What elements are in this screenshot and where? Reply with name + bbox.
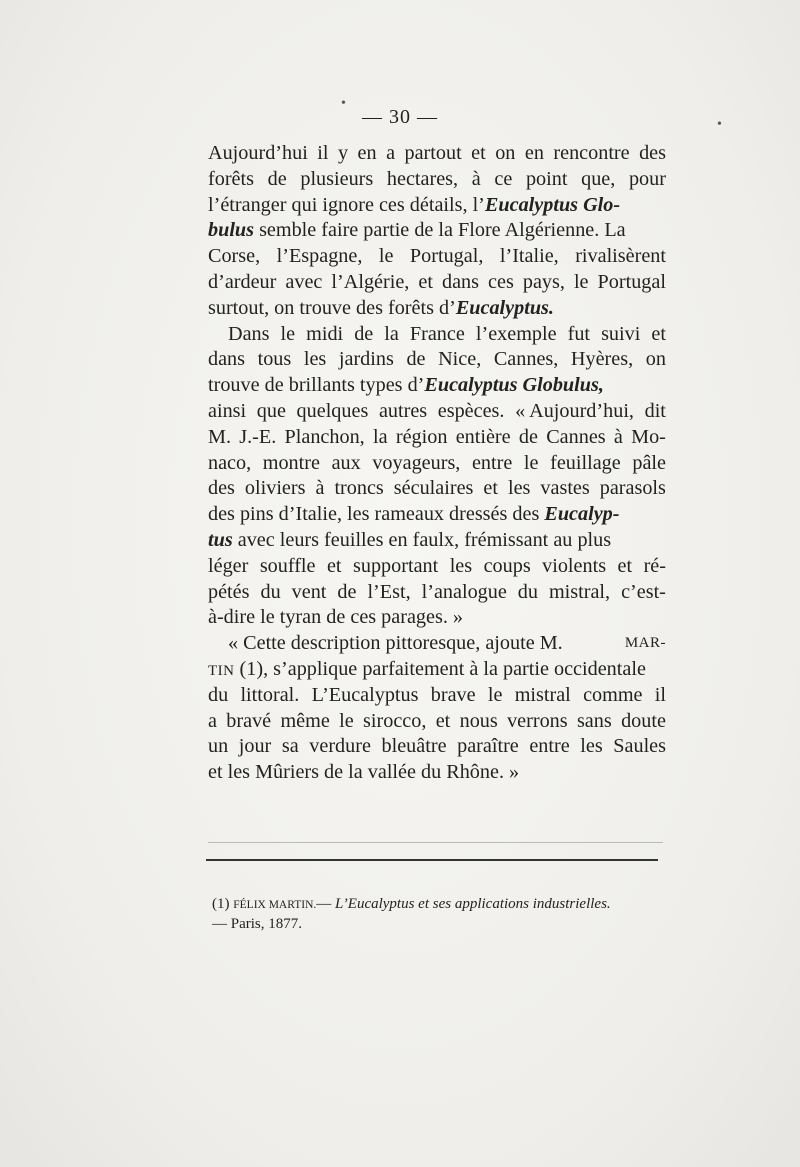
word: les (580, 735, 603, 758)
text-line (208, 605, 666, 631)
word: M. (208, 425, 231, 448)
text-line (208, 451, 666, 477)
word: dans (208, 348, 246, 371)
word: J.-E. (239, 425, 277, 448)
section-divider (208, 842, 663, 843)
word: dans (441, 270, 479, 293)
word: Planchon, (284, 425, 365, 448)
word: l’analogue (421, 580, 507, 603)
word: ces (488, 270, 514, 293)
word: de (337, 580, 357, 603)
text-line (208, 399, 666, 425)
word: d’ardeur (208, 270, 277, 293)
text-line (208, 193, 666, 219)
word: Hyères, (570, 348, 634, 371)
word: plusieurs (300, 167, 374, 190)
word: Dans (228, 322, 270, 345)
word: littoral. (240, 683, 300, 706)
word: Portugal (597, 270, 666, 293)
small-caps-name: MAR- (624, 635, 666, 652)
text-run: (1), s’applique parfaitement à la partie occidentale (234, 657, 646, 680)
word: ré- (643, 554, 666, 577)
word: Corse, (208, 245, 261, 268)
word: de (267, 167, 287, 190)
ink-speck: • (341, 96, 346, 111)
word: léger (208, 554, 249, 577)
word: nous (459, 709, 498, 732)
text-run: trouve de brillants types d’ (208, 374, 425, 397)
word: tous (257, 348, 292, 371)
text-line (208, 347, 666, 373)
word: Cannes (546, 425, 606, 448)
text-line (208, 657, 666, 683)
word: mistral, (548, 580, 611, 603)
word: mistral (514, 683, 571, 706)
word: bravé (226, 709, 272, 732)
word: en (524, 142, 544, 164)
word: France (409, 322, 465, 345)
page-number: — 30 — (362, 106, 438, 128)
ink-speck: • (717, 117, 722, 132)
word: et (617, 554, 633, 577)
word: troncs (334, 477, 384, 500)
word: en (357, 142, 377, 164)
word: entière (455, 425, 511, 448)
word: pour (628, 167, 666, 190)
word: on (495, 142, 516, 164)
text-line (208, 244, 666, 270)
text-line (208, 528, 666, 554)
word: Portugal, (409, 245, 484, 268)
footnote-line (212, 895, 672, 915)
footnote (212, 895, 672, 934)
paragraph-3 (208, 631, 666, 786)
word: ce (494, 167, 513, 190)
footnote-place-date: — Paris, 1877. (212, 916, 302, 932)
word: vent (291, 580, 327, 603)
word: et (418, 270, 433, 293)
text-line (208, 476, 666, 502)
word: il (317, 142, 329, 164)
word: le (339, 709, 354, 732)
word: Saules (613, 735, 666, 758)
word: midi (306, 322, 344, 345)
text-run: semble faire partie de la Flore Algérienne. La (254, 219, 626, 242)
word: paraître (457, 735, 519, 758)
text-run: surtout, on trouve des forêts d’ (208, 296, 456, 319)
word: pétés (208, 580, 250, 603)
word: et (471, 142, 486, 164)
text-line (208, 167, 666, 193)
word: Nice, (438, 348, 482, 371)
word: jour (238, 735, 272, 758)
italic-term: Eucalyptus Glo- (484, 193, 621, 216)
word: sa (281, 735, 299, 758)
footnote-rule (206, 859, 658, 861)
word: de (406, 348, 426, 371)
main-text (208, 141, 666, 786)
word: l’Italie, (499, 245, 559, 268)
word: sans (576, 709, 612, 732)
word: des (639, 142, 666, 164)
text-run: l’étranger qui ignore ces détails, l’ (208, 193, 485, 216)
word: sirocco, (363, 709, 427, 732)
text-line (208, 141, 666, 167)
word: souffle (259, 554, 316, 577)
text-line (208, 760, 666, 786)
word: avec (285, 270, 323, 293)
word: suivi (601, 322, 641, 345)
paragraph-2 (208, 322, 666, 632)
word: Aujourd’hui (208, 142, 308, 164)
word: le (378, 245, 394, 268)
word: de (518, 425, 538, 448)
word: autres (378, 399, 428, 422)
word: a (208, 709, 217, 732)
paragraph-1 (208, 141, 666, 322)
word: montre (262, 451, 320, 474)
word: jardins (338, 348, 394, 371)
text-line (208, 554, 666, 580)
word: le (523, 451, 539, 474)
text-run: et les Mûriers de la vallée du Rhône. » (208, 761, 520, 784)
word: et (435, 709, 451, 732)
word: un (208, 735, 229, 758)
word: que, (581, 167, 616, 190)
word: les (507, 477, 531, 500)
word: c’est- (621, 580, 666, 603)
word: fut (567, 322, 591, 345)
text-line (208, 734, 666, 760)
word: voyageurs, (372, 451, 461, 474)
word: « Aujourd’hui, (515, 399, 634, 422)
italic-term: Eucalyptus. (455, 296, 554, 319)
word: quelques (296, 399, 369, 422)
word: l’Est, (367, 580, 411, 603)
word: y (337, 142, 349, 164)
word: violents (542, 554, 607, 577)
word: ainsi (208, 399, 247, 422)
word: aux (331, 451, 361, 474)
word: oliviers (244, 477, 306, 500)
italic-term: Eucalyptus Globulus, (424, 374, 604, 397)
word: à (471, 167, 481, 190)
word: entre (529, 735, 570, 758)
word: dit (644, 399, 666, 422)
word: verdure (309, 735, 371, 758)
text-line (208, 218, 666, 244)
footnote-dash: — (316, 896, 335, 912)
italic-term: bulus (208, 219, 255, 242)
word: à (613, 425, 623, 448)
word: brave (430, 683, 476, 706)
word: à (315, 477, 325, 500)
word: séculaires (393, 477, 474, 500)
word: hectares, (386, 167, 459, 190)
text-line (208, 580, 666, 606)
text-line (208, 373, 666, 399)
text-line (208, 270, 666, 296)
word: du (208, 683, 229, 706)
word: point (525, 167, 568, 190)
word: feuillage (550, 451, 621, 474)
word: a (386, 142, 396, 164)
word: des (208, 477, 235, 500)
word: bleuâtre (381, 735, 447, 758)
text-line (208, 296, 666, 322)
word: du (260, 580, 281, 603)
word: forêts (208, 167, 254, 190)
word: pays, (522, 270, 565, 293)
word: l’exemple (475, 322, 557, 345)
word: région (395, 425, 448, 448)
word: rivalisèrent (575, 245, 666, 268)
word: coups (483, 554, 531, 577)
text-line (208, 709, 666, 735)
word: et (326, 554, 342, 577)
word: les (303, 348, 327, 371)
text-line (208, 322, 666, 348)
text-run: à-dire le tyran de ces parages. » (208, 606, 464, 629)
word: naco, (208, 451, 252, 474)
word: le (487, 683, 503, 706)
footnote-author: FÉLIX MARTIN. (233, 899, 317, 911)
word: même (280, 709, 330, 732)
word: parasols (599, 477, 666, 500)
word: doute (621, 709, 666, 732)
text-line (208, 631, 666, 657)
word: l’Algérie, (331, 270, 410, 293)
word: vastes (540, 477, 590, 500)
italic-term: tus (208, 528, 233, 551)
text-line (208, 502, 666, 528)
word: comme (583, 683, 643, 706)
word: pâle (632, 451, 666, 474)
word: le (280, 322, 296, 345)
word: le (573, 270, 589, 293)
footnote-ref: (1) (212, 896, 234, 912)
word: la (373, 425, 388, 448)
small-caps-name: TIN (208, 662, 235, 679)
text-run: des pins d’Italie, les rameaux dressés des (208, 503, 545, 526)
word: rencontre (553, 142, 630, 164)
footnote-line (212, 915, 672, 934)
text-line (208, 683, 666, 709)
word: et (651, 322, 666, 345)
word: les (449, 554, 473, 577)
word: Cannes, (493, 348, 559, 371)
word: de (354, 322, 374, 345)
italic-term: Eucalyp- (544, 503, 620, 526)
word: partout (404, 142, 462, 164)
word: espèces. (437, 399, 505, 422)
word: l’Espagne, (276, 245, 363, 268)
word: il (654, 683, 666, 706)
word: verrons (507, 709, 568, 732)
word: Mo- (631, 425, 666, 448)
text-run: « Cette description pittoresque, ajoute M. (228, 632, 563, 655)
word: on (645, 348, 666, 371)
footnote-title: L’Eucalyptus et ses applications industrielles. (335, 896, 611, 912)
word: entre (471, 451, 513, 474)
word: la (384, 322, 399, 345)
word: L’Eucalyptus (311, 683, 419, 706)
word: supportant (353, 554, 439, 577)
word: du (517, 580, 538, 603)
text-line (208, 425, 666, 451)
word: que (256, 399, 286, 422)
word: et (483, 477, 498, 500)
text-run: avec leurs feuilles en faulx, frémissant au plus (232, 528, 612, 551)
